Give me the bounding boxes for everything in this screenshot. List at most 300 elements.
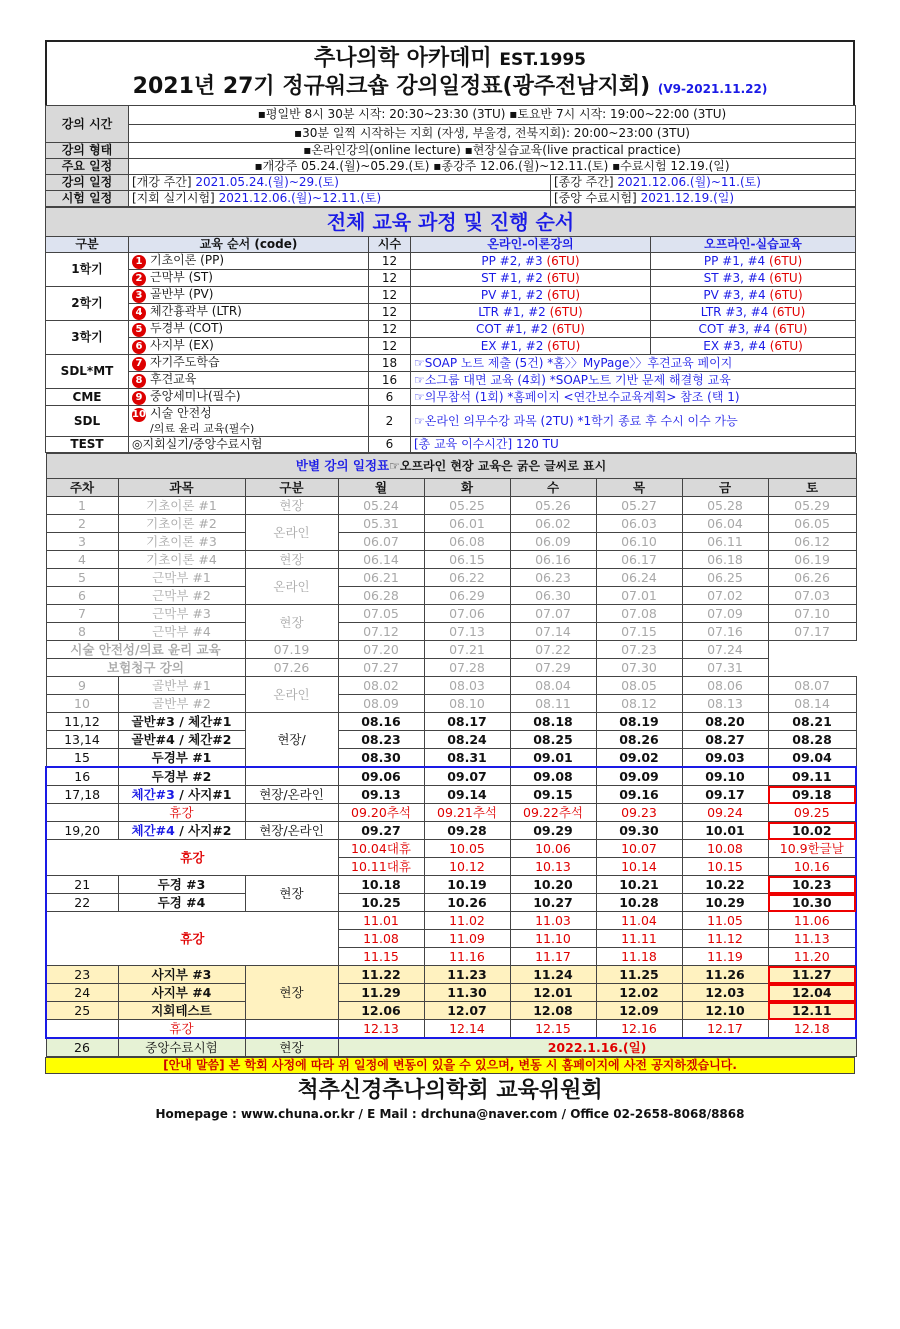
course-hours: 18 <box>369 355 411 372</box>
subject: 체간#3 / 사지#1 <box>118 786 245 804</box>
schedule-date: 11.11 <box>596 930 682 948</box>
week-number: 24 <box>46 984 118 1002</box>
version: (V9-2021.11.22) <box>657 82 768 96</box>
schedule-date: 07.08 <box>596 605 682 623</box>
key-value: ▪개강주 05.24.(월)~05.29.(토) ▪종강주 12.06.(월)~12.11.(토) ▪수료시험 12.19.(일) <box>129 159 856 175</box>
semester: 1학기 <box>46 253 129 287</box>
schedule-date: 12.15 <box>510 1020 596 1039</box>
footer-table <box>45 1057 855 1074</box>
schedule-date: 07.27 <box>338 659 424 677</box>
schedule-date: 11.25 <box>596 966 682 984</box>
schedule-date: 11.09 <box>424 930 510 948</box>
schedule-date: 06.15 <box>424 551 510 569</box>
course-name: 4 체간흉곽부 (LTR) <box>129 304 369 321</box>
schedule-date: 08.17 <box>424 713 510 731</box>
schedule-date: 06.08 <box>424 533 510 551</box>
schedule-date: 09.28 <box>424 822 510 840</box>
schedule-date: 09.21추석 <box>424 804 510 822</box>
schedule-date: 08.25 <box>510 731 596 749</box>
semester: SDL*MT <box>46 355 129 389</box>
schedule-date: 05.26 <box>510 497 596 515</box>
lecture-type: 현장/ <box>245 713 338 768</box>
week-number: 15 <box>46 749 118 768</box>
schedule-date: 11.30 <box>424 984 510 1002</box>
schedule-date: 11.06 <box>768 912 856 930</box>
schedule-date: 11.18 <box>596 948 682 966</box>
lecture-close: [종강 주간] 2021.12.06.(월)~11.(토) <box>551 175 856 191</box>
lecture-type: 현장 <box>245 1038 338 1057</box>
subject: 골반#3 / 체간#1 <box>118 713 245 731</box>
schedule-date: 05.27 <box>596 497 682 515</box>
schedule-date: 08.02 <box>338 677 424 695</box>
table-row <box>46 912 856 930</box>
final-exam-date: 2022.1.16.(일) <box>338 1038 856 1057</box>
schedule-date: 09.08 <box>510 767 596 786</box>
schedule-title-cell <box>46 454 856 479</box>
table-row <box>46 713 856 731</box>
course-note: ☞소그룹 대면 교육 (4회) *SOAP노트 기반 문제 해결형 교육 <box>411 372 856 389</box>
course-online: PV #1, #2 (6TU) <box>411 287 651 304</box>
course-header: 시수 <box>369 237 411 253</box>
schedule-date: 12.06 <box>338 1002 424 1020</box>
subject: 지회테스트 <box>118 1002 245 1020</box>
week-number: 8 <box>46 623 118 641</box>
week-number <box>46 804 118 822</box>
subject: 기초이론 #3 <box>118 533 245 551</box>
subject: 체간#4 / 사지#2 <box>118 822 245 840</box>
schedule-date: 08.31 <box>424 749 510 768</box>
schedule-date: 08.10 <box>424 695 510 713</box>
schedule-date: 08.16 <box>338 713 424 731</box>
footer-contact: Homepage : www.chuna.or.kr / E Mail : drchuna@naver.com / Office 02-2658-8068/8868 <box>155 1107 745 1121</box>
schedule-date: 09.27 <box>338 822 424 840</box>
schedule-date: 10.06 <box>510 840 596 858</box>
schedule-date: 06.11 <box>682 533 768 551</box>
week-number: 19,20 <box>46 822 118 840</box>
course-name: 9 중앙세미나(필수) <box>129 389 369 406</box>
schedule-date: 07.07 <box>510 605 596 623</box>
schedule-date: 07.26 <box>245 659 338 677</box>
schedule-date: 09.10 <box>682 767 768 786</box>
subject: 근막부 #1 <box>118 569 245 587</box>
schedule-date: 10.14 <box>596 858 682 876</box>
title-block <box>45 40 855 105</box>
schedule-date: 12.11 <box>768 1002 856 1020</box>
course-hours: 12 <box>369 287 411 304</box>
semester: 3학기 <box>46 321 129 355</box>
lecture-type: 현장 <box>245 551 338 569</box>
table-row <box>46 497 856 515</box>
schedule-date: 10.02 <box>768 822 856 840</box>
schedule-date: 06.28 <box>338 587 424 605</box>
lecture-type: 현장 <box>245 966 338 1020</box>
course-online: EX #1, #2 (6TU) <box>411 338 651 355</box>
table-row <box>46 1038 856 1057</box>
semester: TEST <box>46 437 129 453</box>
schedule-date: 09.22추석 <box>510 804 596 822</box>
schedule-date: 11.29 <box>338 984 424 1002</box>
schedule-date: 08.12 <box>596 695 682 713</box>
schedule-date: 06.07 <box>338 533 424 551</box>
lecture-type: 온라인 <box>245 569 338 605</box>
schedule-date: 07.23 <box>596 641 682 659</box>
subject: 기초이론 #2 <box>118 515 245 533</box>
schedule-date: 06.12 <box>768 533 856 551</box>
schedule-date: 11.04 <box>596 912 682 930</box>
schedule-date: 10.26 <box>424 894 510 912</box>
course-body <box>46 253 856 355</box>
schedule-date: 10.04대휴 <box>338 840 424 858</box>
schedule-table <box>45 453 857 1057</box>
exam-label: 시험 일정 <box>46 191 129 207</box>
schedule-date: 09.14 <box>424 786 510 804</box>
course-hours: 12 <box>369 304 411 321</box>
schedule-date: 11.13 <box>768 930 856 948</box>
course-header: 구분 <box>46 237 129 253</box>
schedule-date: 08.30 <box>338 749 424 768</box>
schedule-date: 12.14 <box>424 1020 510 1039</box>
exam-branch: [지회 실기시험] 2021.12.06.(월)~12.11.(토) <box>129 191 551 207</box>
course-name: 6 사지부 (EX) <box>129 338 369 355</box>
table-row <box>46 641 856 659</box>
schedule-date: 07.22 <box>510 641 596 659</box>
schedule-header: 수 <box>510 479 596 497</box>
table-row <box>46 894 856 912</box>
course-offline: PP #1, #4 (6TU) <box>651 253 856 270</box>
week-number: 9 <box>46 677 118 695</box>
course-name: 5 두경부 (COT) <box>129 321 369 338</box>
subject: 근막부 #2 <box>118 587 245 605</box>
footer-notice: [안내 말씀] 본 학회 사정에 따라 위 일정에 변동이 있을 수 있으며, 변동 시 홈페이지에 사전 공지하겠습니다. <box>46 1058 855 1074</box>
schedule-date: 05.25 <box>424 497 510 515</box>
holiday-label: 휴강 <box>46 840 338 876</box>
course-note: ☞온라인 의무수강 과목 (2TU) *1학기 종료 후 수시 이수 가능 <box>411 406 856 437</box>
course-offline: COT #3, #4 (6TU) <box>651 321 856 338</box>
week-number: 23 <box>46 966 118 984</box>
footer-org: 척추신경추나의학회 교육위원회 <box>297 1078 603 1103</box>
schedule-date: 09.30 <box>596 822 682 840</box>
subject: 기초이론 #4 <box>118 551 245 569</box>
course-header: 교육 순서 (code) <box>129 237 369 253</box>
course-name: 1 기초이론 (PP) <box>129 253 369 270</box>
table-row <box>46 804 856 822</box>
schedule-date: 12.01 <box>510 984 596 1002</box>
subject: 두경 #4 <box>118 894 245 912</box>
schedule-date: 06.01 <box>424 515 510 533</box>
schedule-date: 10.15 <box>682 858 768 876</box>
subject: 사지부 #3 <box>118 966 245 984</box>
schedule-date: 09.25 <box>768 804 856 822</box>
schedule-date: 06.14 <box>338 551 424 569</box>
course-hours: 12 <box>369 270 411 287</box>
schedule-date: 10.16 <box>768 858 856 876</box>
schedule-date: 11.05 <box>682 912 768 930</box>
schedule-date: 07.16 <box>682 623 768 641</box>
form-label: 강의 형태 <box>46 143 129 159</box>
schedule-date: 11.01 <box>338 912 424 930</box>
week-number: 7 <box>46 605 118 623</box>
subject: 근막부 #4 <box>118 623 245 641</box>
schedule-date: 10.29 <box>682 894 768 912</box>
lecture-open: [개강 주간] 2021.05.24.(월)~29.(토) <box>129 175 551 191</box>
semester: 2학기 <box>46 287 129 321</box>
schedule-date: 06.25 <box>682 569 768 587</box>
schedule-date: 06.23 <box>510 569 596 587</box>
table-row <box>46 515 856 533</box>
subject: 근막부 #3 <box>118 605 245 623</box>
course-offline: EX #3, #4 (6TU) <box>651 338 856 355</box>
schedule-date: 06.22 <box>424 569 510 587</box>
schedule-date: 07.15 <box>596 623 682 641</box>
schedule-date: 07.28 <box>424 659 510 677</box>
schedule-date: 09.01 <box>510 749 596 768</box>
week-number: 10 <box>46 695 118 713</box>
semester: CME <box>46 389 129 406</box>
schedule-date: 11.22 <box>338 966 424 984</box>
course-name: 2 근막부 (ST) <box>129 270 369 287</box>
schedule-date: 06.21 <box>338 569 424 587</box>
course-name: 8 후견교육 <box>129 372 369 389</box>
document <box>45 40 855 1122</box>
schedule-date: 07.05 <box>338 605 424 623</box>
schedule-date: 08.11 <box>510 695 596 713</box>
schedule-date: 09.18 <box>768 786 856 804</box>
schedule-date: 08.20 <box>682 713 768 731</box>
week-number: 5 <box>46 569 118 587</box>
table-row <box>46 822 856 840</box>
schedule-date: 09.16 <box>596 786 682 804</box>
schedule-date: 11.08 <box>338 930 424 948</box>
schedule-date: 10.18 <box>338 876 424 894</box>
table-row <box>46 731 856 749</box>
schedule-date: 05.28 <box>682 497 768 515</box>
schedule-date: 10.01 <box>682 822 768 840</box>
info-table <box>45 105 856 207</box>
schedule-date: 07.20 <box>338 641 424 659</box>
table-row <box>46 767 856 786</box>
schedule-date: 10.07 <box>596 840 682 858</box>
schedule-date: 07.30 <box>596 659 682 677</box>
schedule-date: 08.27 <box>682 731 768 749</box>
schedule-date: 09.29 <box>510 822 596 840</box>
schedule-date: 10.08 <box>682 840 768 858</box>
subject: 골반부 #2 <box>118 695 245 713</box>
table-row <box>46 966 856 984</box>
schedule-date: 07.09 <box>682 605 768 623</box>
schedule-date: 10.12 <box>424 858 510 876</box>
schedule-date: 12.18 <box>768 1020 856 1039</box>
schedule-date: 12.03 <box>682 984 768 1002</box>
schedule-date: 11.02 <box>424 912 510 930</box>
schedule-date: 07.14 <box>510 623 596 641</box>
week-number: 21 <box>46 876 118 894</box>
course-name: 7 자기주도학습 <box>129 355 369 372</box>
schedule-date: 07.19 <box>245 641 338 659</box>
table-row <box>46 840 856 858</box>
schedule-date: 06.19 <box>768 551 856 569</box>
schedule-date: 10.27 <box>510 894 596 912</box>
course-hours: 2 <box>369 406 411 437</box>
course-note: ☞SOAP 노트 제출 (5건) *홈〉〉MyPage〉〉후견교육 페이지 <box>411 355 856 372</box>
schedule-date: 06.10 <box>596 533 682 551</box>
schedule-date: 07.21 <box>424 641 510 659</box>
lecture-type <box>245 1020 338 1039</box>
schedule-date: 07.29 <box>510 659 596 677</box>
schedule-date: 10.21 <box>596 876 682 894</box>
course-hours: 6 <box>369 389 411 406</box>
schedule-date: 11.03 <box>510 912 596 930</box>
course-online: ST #1, #2 (6TU) <box>411 270 651 287</box>
schedule-date: 09.03 <box>682 749 768 768</box>
course-hours: 12 <box>369 338 411 355</box>
lecture-label: 강의 일정 <box>46 175 129 191</box>
schedule-date: 08.19 <box>596 713 682 731</box>
est-year: EST.1995 <box>499 50 586 70</box>
schedule-date: 10.20 <box>510 876 596 894</box>
time-label: 강의 시간 <box>46 106 129 143</box>
course-offline: PV #3, #4 (6TU) <box>651 287 856 304</box>
course-name: 3 골반부 (PV) <box>129 287 369 304</box>
schedule-date: 10.19 <box>424 876 510 894</box>
schedule-date: 12.07 <box>424 1002 510 1020</box>
course-header: 온라인-이론강의 <box>411 237 651 253</box>
schedule-note: ☞오프라인 현장 교육은 굵은 글씨로 표시 <box>389 459 607 473</box>
holiday-label: 시술 안전성/의료 윤리 교육 <box>46 641 245 659</box>
subject: 휴강 <box>118 1020 245 1039</box>
subject: 두경부 #2 <box>118 767 245 786</box>
schedule-date: 10.05 <box>424 840 510 858</box>
subject: 중앙수료시험 <box>118 1038 245 1057</box>
course-offline: LTR #3, #4 (6TU) <box>651 304 856 321</box>
schedule-date: 12.10 <box>682 1002 768 1020</box>
schedule-date: 06.29 <box>424 587 510 605</box>
schedule-header: 토 <box>768 479 856 497</box>
schedule-date: 05.24 <box>338 497 424 515</box>
schedule-date: 10.23 <box>768 876 856 894</box>
week-number: 26 <box>46 1038 118 1057</box>
schedule-header: 목 <box>596 479 682 497</box>
course-hours: 16 <box>369 372 411 389</box>
schedule-date: 07.10 <box>768 605 856 623</box>
course-header: 오프라인-실습교육 <box>651 237 856 253</box>
week-number <box>46 1020 118 1039</box>
lecture-type: 현장 <box>245 605 338 641</box>
schedule-date: 07.02 <box>682 587 768 605</box>
course-hours: 6 <box>369 437 411 453</box>
course-title: 전체 교육 과정 및 진행 순서 <box>46 208 856 237</box>
semester: SDL <box>46 406 129 437</box>
key-label: 주요 일정 <box>46 159 129 175</box>
table-row <box>46 569 856 587</box>
subject: 골반부 #1 <box>118 677 245 695</box>
course-name: 10 시술 안전성 /의료 윤리 교육(필수) <box>129 406 369 437</box>
schedule-date: 11.17 <box>510 948 596 966</box>
schedule-date: 08.14 <box>768 695 856 713</box>
week-number: 2 <box>46 515 118 533</box>
subject: 사지부 #4 <box>118 984 245 1002</box>
course-online: COT #1, #2 (6TU) <box>411 321 651 338</box>
schedule-date: 10.22 <box>682 876 768 894</box>
table-row <box>46 984 856 1002</box>
course-offline: ST #3, #4 (6TU) <box>651 270 856 287</box>
schedule-header: 금 <box>682 479 768 497</box>
schedule-date: 10.30 <box>768 894 856 912</box>
time-line2: ▪30분 일찍 시작하는 지회 (자생, 부울경, 전북지회): 20:00~23:00 (3TU) <box>129 124 856 143</box>
time-line1: ▪평일반 8시 30분 시작: 20:30~23:30 (3TU) ▪토요반 7시 시작: 19:00~22:00 (3TU) <box>129 106 856 125</box>
schedule-date: 06.26 <box>768 569 856 587</box>
schedule-title: 반별 강의 일정표 <box>295 458 390 473</box>
schedule-date: 09.23 <box>596 804 682 822</box>
schedule-date: 07.06 <box>424 605 510 623</box>
subject: 휴강 <box>118 804 245 822</box>
schedule-date: 06.09 <box>510 533 596 551</box>
schedule-date: 09.20추석 <box>338 804 424 822</box>
schedule-date: 09.06 <box>338 767 424 786</box>
schedule-date: 07.24 <box>682 641 768 659</box>
exam-central: [중앙 수료시험] 2021.12.19.(일) <box>551 191 856 207</box>
schedule-date: 07.13 <box>424 623 510 641</box>
schedule-date: 09.24 <box>682 804 768 822</box>
schedule-date: 06.05 <box>768 515 856 533</box>
course-hours: 12 <box>369 321 411 338</box>
table-row <box>46 587 856 605</box>
schedule-date: 10.9한글날 <box>768 840 856 858</box>
lecture-type: 현장 <box>245 876 338 912</box>
schedule-date: 09.04 <box>768 749 856 768</box>
schedule-header: 월 <box>338 479 424 497</box>
week-number: 22 <box>46 894 118 912</box>
schedule-date: 09.09 <box>596 767 682 786</box>
schedule-date: 08.03 <box>424 677 510 695</box>
table-row <box>46 677 856 695</box>
subject: 기초이론 #1 <box>118 497 245 515</box>
schedule-date: 08.04 <box>510 677 596 695</box>
schedule-date: 05.31 <box>338 515 424 533</box>
schedule-date: 09.11 <box>768 767 856 786</box>
schedule-date: 11.24 <box>510 966 596 984</box>
schedule-date: 06.02 <box>510 515 596 533</box>
schedule-date: 08.06 <box>682 677 768 695</box>
week-number: 11,12 <box>46 713 118 731</box>
week-number: 6 <box>46 587 118 605</box>
schedule-date: 08.07 <box>768 677 856 695</box>
schedule-date: 12.16 <box>596 1020 682 1039</box>
schedule-date: 09.02 <box>596 749 682 768</box>
schedule-date: 08.13 <box>682 695 768 713</box>
schedule-header: 과목 <box>118 479 245 497</box>
lecture-type: 온라인 <box>245 677 338 713</box>
course-hours: 12 <box>369 253 411 270</box>
schedule-date: 11.12 <box>682 930 768 948</box>
table-row <box>46 876 856 894</box>
week-number: 16 <box>46 767 118 786</box>
course-name: ◎지회실기/중앙수료시험 <box>129 437 369 453</box>
lecture-type: 현장/온라인 <box>245 786 338 804</box>
table-row <box>46 533 856 551</box>
schedule-date: 10.11대휴 <box>338 858 424 876</box>
lecture-type: 현장 <box>245 497 338 515</box>
schedule-date: 08.18 <box>510 713 596 731</box>
schedule-body <box>46 479 856 1057</box>
form-value: ▪온라인강의(online lecture) ▪현장실습교육(live practical practice) <box>129 143 856 159</box>
schedule-date: 06.16 <box>510 551 596 569</box>
week-number: 3 <box>46 533 118 551</box>
org-name: 추나의학 아카데미 <box>313 46 492 71</box>
schedule-date: 11.20 <box>768 948 856 966</box>
schedule-date: 09.13 <box>338 786 424 804</box>
holiday-label: 휴강 <box>46 912 338 966</box>
schedule-date: 08.05 <box>596 677 682 695</box>
